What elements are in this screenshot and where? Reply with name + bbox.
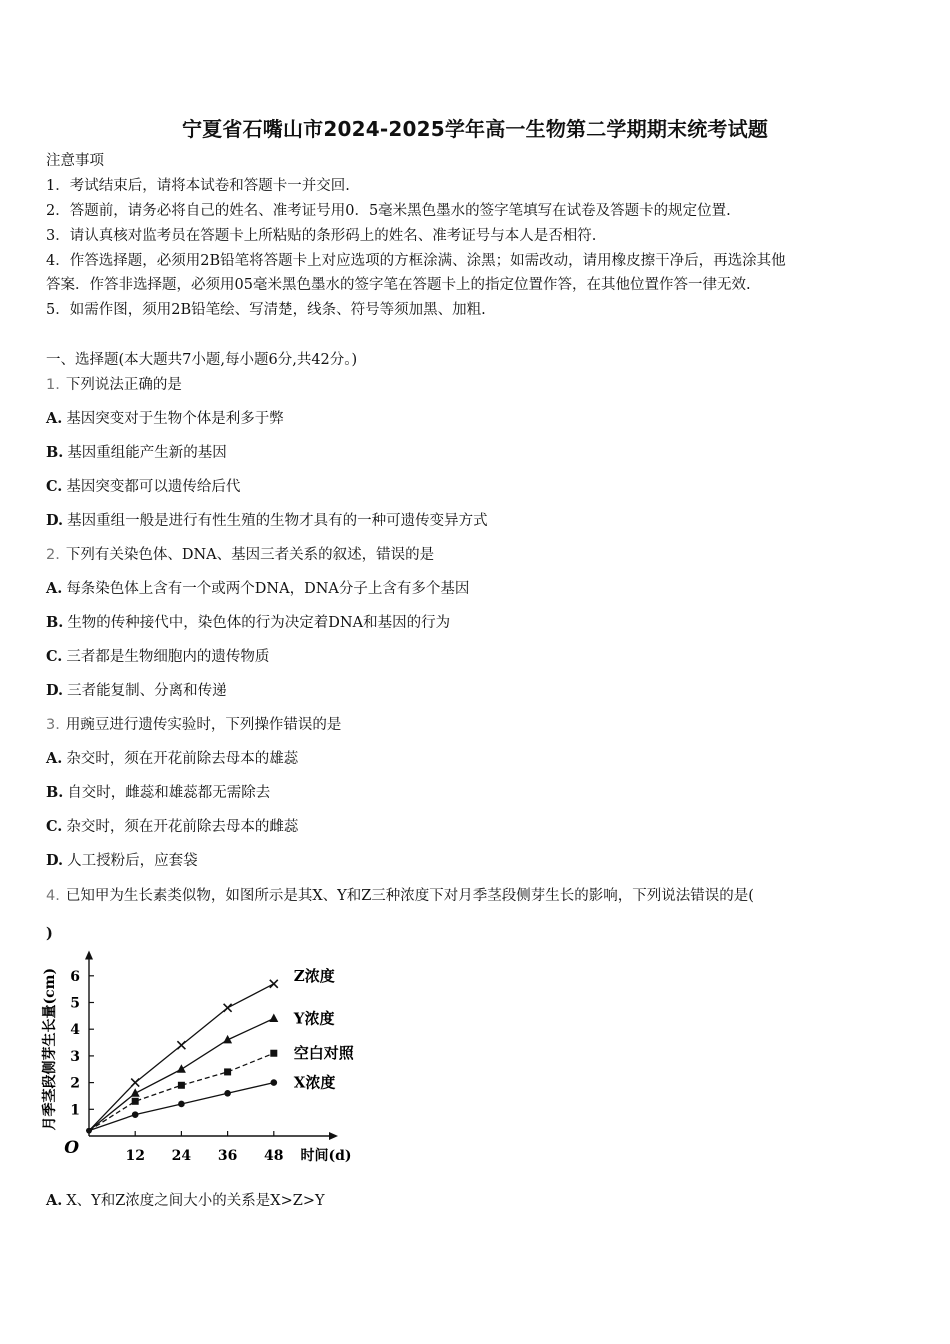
option — [46, 1191, 325, 1211]
notice-item: 2．答题前，请务必将自己的姓名、准考证号用0．5毫米黑色墨水的签字笔填写在试卷及答题卡的规定位置. — [46, 203, 731, 219]
data-point-square — [132, 1098, 139, 1105]
option-text: 自交时，雌蕊和雄蕊都无需除去 — [67, 785, 271, 801]
option-key: D. — [46, 512, 64, 529]
option — [46, 647, 269, 667]
option-key: C. — [46, 648, 63, 665]
y-tick-label: 3 — [70, 1048, 80, 1065]
option — [46, 783, 270, 803]
data-point-circle — [132, 1111, 139, 1118]
y-tick-label: 6 — [70, 968, 80, 985]
x-tick-label: 12 — [125, 1148, 145, 1164]
notice-item: 5．如需作图，须用2B铅笔绘、写清楚，线条、符号等须加黑、加粗. — [46, 302, 486, 318]
option-text: 基因重组能产生新的基因 — [67, 445, 227, 461]
option — [46, 579, 469, 599]
series-label: 空白对照 — [293, 1044, 354, 1063]
y-axis-label: 月季茎段侧芽生长量(cm) — [42, 967, 58, 1131]
y-tick-label: 2 — [70, 1075, 80, 1092]
data-point-origin — [86, 1128, 92, 1134]
option-text: 基因重组一般是进行有性生殖的生物才具有的一种可遗传变异方式 — [67, 513, 488, 529]
data-point-triangle — [177, 1064, 186, 1073]
x-tick-label: 24 — [171, 1148, 192, 1164]
option-key: A. — [46, 580, 63, 597]
question-number: 2. — [46, 547, 60, 563]
option-text: 基因突变对于生物个体是利多于弊 — [66, 411, 284, 427]
notice-item: 4．作答选择题，必须用2B铅笔将答题卡上对应选项的方框涂满、涂黑；如需改动，请用橡皮擦干净后，再选涂其他 — [46, 253, 786, 269]
page-title: 宁夏省石嘴山市2024-2025学年高一生物第二学期期末统考试题 — [181, 117, 769, 141]
notice-item: 答案．作答非选择题，必须用05毫米黑色墨水的签字笔在答题卡上的指定位置作答，在其他位置作答一律无效. — [46, 277, 751, 293]
option-text: 杂交时，须在开花前除去母本的雄蕊 — [66, 751, 299, 767]
question-stem-continued: ) — [46, 925, 53, 942]
data-point-triangle — [269, 1014, 278, 1023]
option-key: A. — [46, 750, 63, 767]
data-point-x — [224, 1004, 232, 1012]
option-key: B. — [46, 614, 64, 631]
option-key: C. — [46, 818, 63, 835]
question-stem — [46, 715, 341, 735]
series-label: Y浓度 — [293, 1009, 335, 1028]
question-number: 1. — [46, 377, 60, 393]
question-stem — [46, 545, 434, 565]
origin-label: O — [64, 1138, 79, 1158]
data-point-x — [177, 1041, 185, 1049]
y-axis-arrow — [85, 950, 93, 959]
y-tick-label: 1 — [70, 1102, 80, 1119]
option-key: A. — [46, 410, 63, 427]
data-point-x — [131, 1079, 139, 1087]
option — [46, 749, 298, 769]
option-key: B. — [46, 784, 64, 801]
x-tick-label: 36 — [217, 1148, 238, 1164]
data-point-circle — [178, 1101, 185, 1108]
question-text: 下列有关染色体、DNA、基因三者关系的叙述，错误的是 — [65, 547, 435, 563]
option — [46, 409, 284, 429]
series-label: Z浓度 — [293, 966, 335, 985]
y-tick-label: 5 — [70, 995, 80, 1012]
option-text: X、Y和Z浓度之间大小的关系是X>Z>Y — [66, 1193, 325, 1209]
option-text: 生物的传种接代中，染色体的行为决定着DNA和基因的行为 — [67, 615, 451, 631]
option-text: 基因突变都可以遗传给后代 — [66, 479, 241, 495]
option — [46, 511, 488, 531]
option-text: 三者都是生物细胞内的遗传物质 — [66, 649, 270, 665]
option-key: D. — [46, 682, 64, 699]
option — [46, 477, 240, 497]
question-text: 用豌豆进行遗传实验时，下列操作错误的是 — [65, 717, 342, 733]
data-point-circle — [224, 1090, 231, 1097]
option — [46, 817, 298, 837]
data-point-circle — [271, 1079, 278, 1086]
notice-item: 1．考试结束后，请将本试卷和答题卡一并交回. — [46, 178, 350, 194]
x-tick-label: 48 — [264, 1148, 284, 1164]
series-line — [89, 1019, 274, 1131]
growth-line-chart — [40, 948, 380, 1178]
option — [46, 613, 450, 633]
option-key: D. — [46, 852, 64, 869]
data-point-x — [270, 980, 278, 988]
option-text: 每条染色体上含有一个或两个DNA，DNA分子上含有多个基因 — [66, 581, 470, 597]
option-text: 人工授粉后，应套袋 — [67, 853, 198, 869]
data-point-square — [270, 1050, 277, 1057]
x-axis-label: 时间(d) — [300, 1148, 352, 1164]
x-axis-arrow — [329, 1132, 338, 1140]
option — [46, 681, 227, 701]
option — [46, 851, 198, 871]
series-label: X浓度 — [293, 1073, 336, 1092]
question-text: 已知甲为生长素类似物，如图所示是其X、Y和Z三种浓度下对月季茎段侧芽生长的影响，下列说法错误的是( — [65, 888, 754, 904]
option-key: B. — [46, 444, 64, 461]
section-heading: 一、选择题(本大题共7小题,每小题6分,共42分。) — [46, 352, 358, 368]
question-number: 4. — [46, 888, 60, 904]
question-stem — [46, 375, 182, 395]
data-point-square — [178, 1082, 185, 1089]
notice-item: 3．请认真核对监考员在答题卡上所粘贴的条形码上的姓名、准考证号与本人是否相符. — [46, 228, 597, 244]
question-stem — [46, 886, 754, 906]
question-number: 3. — [46, 717, 60, 733]
option-text: 杂交时，须在开花前除去母本的雌蕊 — [66, 819, 299, 835]
option-key: A. — [46, 1192, 63, 1209]
y-tick-label: 4 — [70, 1022, 80, 1039]
data-point-triangle — [131, 1088, 140, 1097]
option-text: 三者能复制、分离和传递 — [67, 683, 227, 699]
option — [46, 443, 227, 463]
data-point-square — [224, 1068, 231, 1075]
question-text: 下列说法正确的是 — [65, 377, 182, 393]
option-key: C. — [46, 478, 63, 495]
notice-heading: 注意事项 — [46, 153, 104, 169]
